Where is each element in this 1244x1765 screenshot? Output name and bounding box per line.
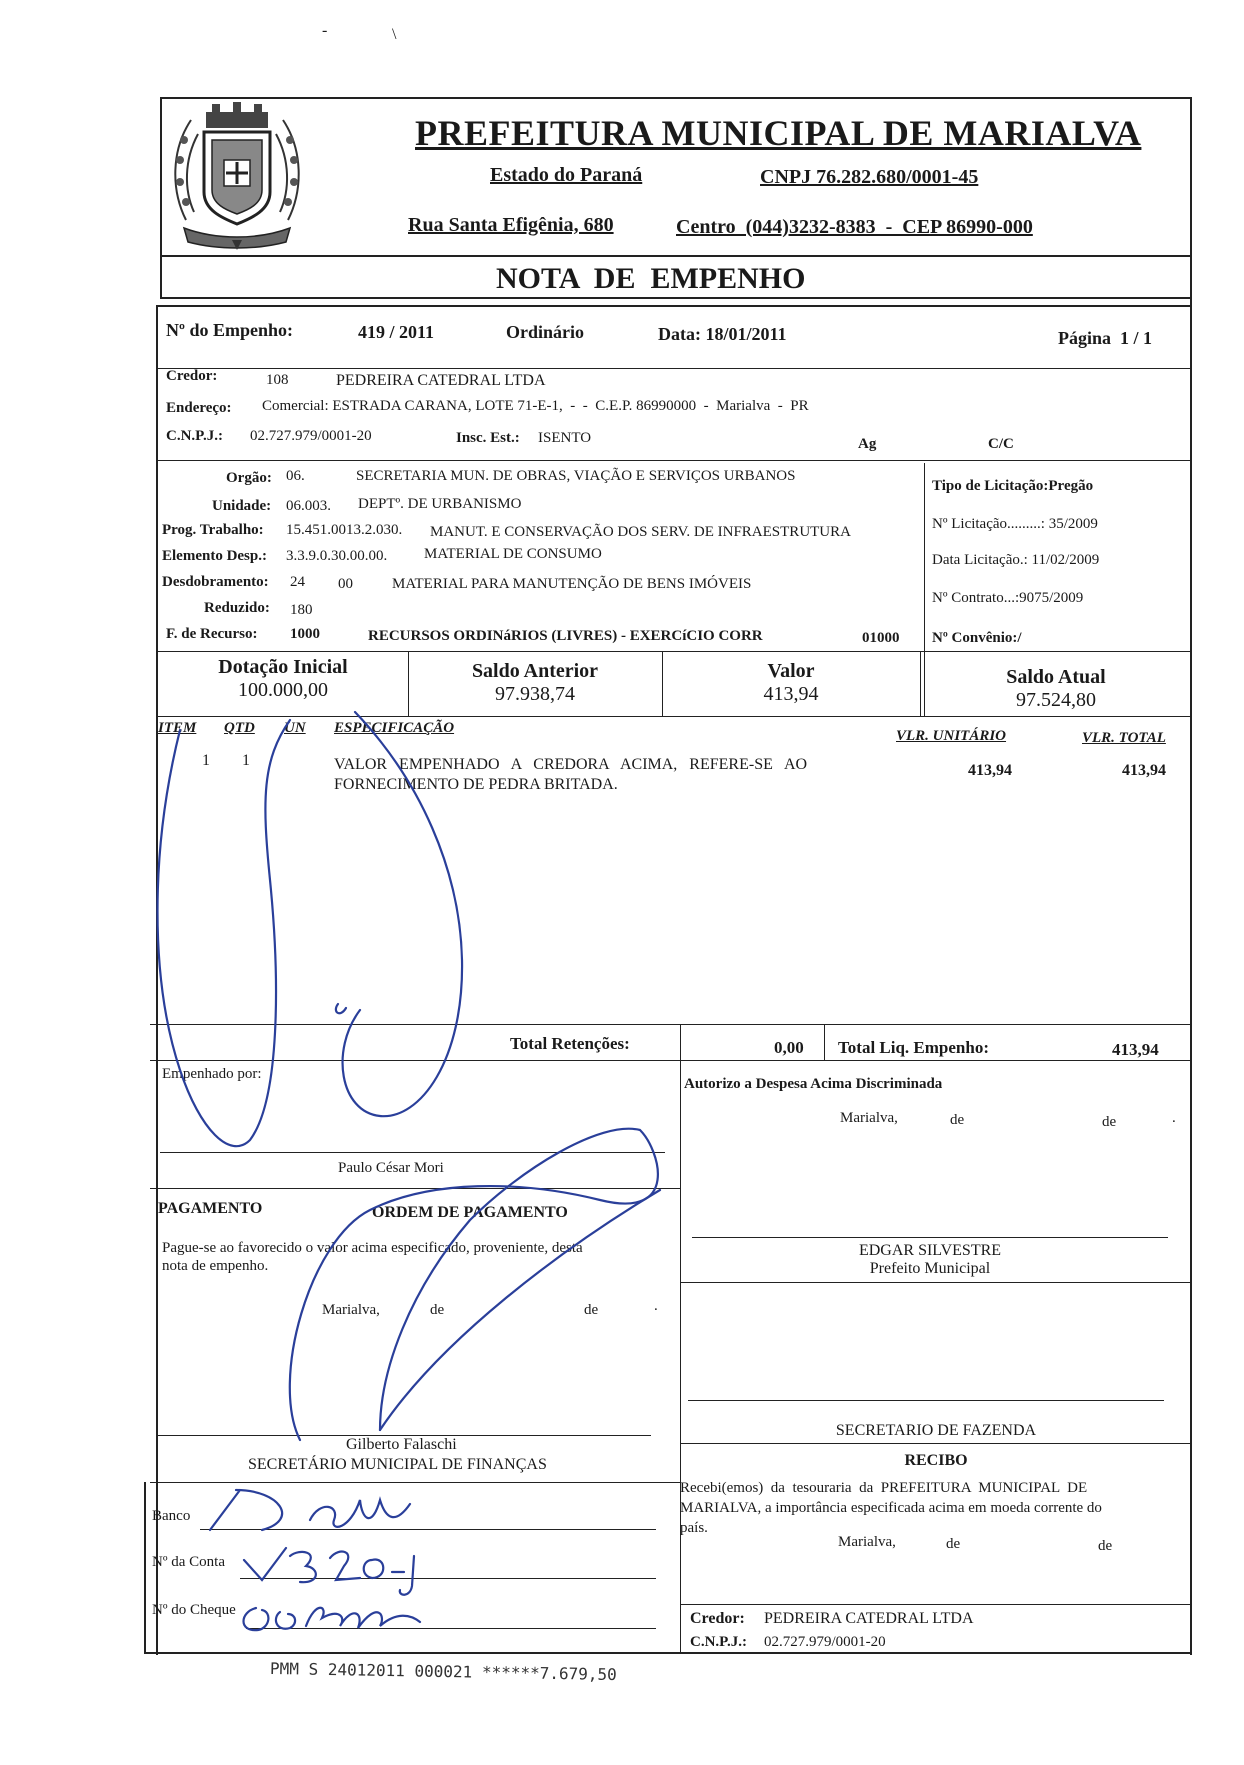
credor-address: Comercial: ESTRADA CARANA, LOTE 71-E-1, - - C.E.P. 86990000 - Marialva - PR [262, 398, 809, 414]
secretario-fazenda-role: SECRETARIO DE FAZENDA [835, 1422, 1037, 1439]
recibo-title: RECIBO [904, 1452, 968, 1469]
pagamento-text: nota de empenho. [162, 1258, 269, 1274]
total-liq: 413,94 [1112, 1040, 1159, 1059]
empenho-date: Data: 18/01/2011 [658, 324, 787, 344]
address-label: Endereço: [166, 400, 232, 416]
empenho-type: Ordinário [506, 322, 585, 342]
document-title: NOTA DE EMPENHO [496, 262, 806, 295]
header-title: PREFEITURA MUNICIPAL DE MARIALVA [415, 113, 1142, 153]
conta-label: Nº da Conta [152, 1554, 225, 1570]
pagamento-text: Pague-se ao favorecido o valor acima especificado, proveniente, desta [162, 1240, 583, 1256]
credor-cnpj: 02.727.979/0001-20 [250, 428, 372, 444]
saldo-anterior: Saldo Anterior 97.938,74 [471, 660, 599, 705]
header-district-phone: Centro (044)3232-8383 - CEP 86990-000 [676, 216, 1033, 238]
cheque-label: Nº do Cheque [152, 1602, 236, 1618]
recibo-city: Marialva, [838, 1534, 896, 1550]
credor-footer-label: Credor: [690, 1610, 745, 1627]
date-de: de [946, 1536, 961, 1552]
secretario-financas-role: SECRETÁRIO MUNICIPAL DE FINANÇAS [248, 1456, 547, 1473]
total-retencoes: 0,00 [774, 1038, 804, 1057]
agency-label: Ag [858, 436, 877, 452]
col-un: UN [284, 720, 306, 736]
col-item: ITEM [158, 720, 197, 736]
prefeito-name: EDGAR SILVESTRE [858, 1242, 1002, 1259]
dotacao-inicial: Dotação Inicial 100.000,00 [218, 656, 348, 701]
recibo-text: Recebi(emos) da tesouraria da PREFEITURA MUNICIPAL DE [680, 1480, 1088, 1496]
credor-label: Credor: [166, 368, 218, 384]
prefeito-role: Prefeito Municipal [869, 1260, 991, 1277]
valor: Valor 413,94 [763, 660, 819, 705]
pagamento-city: Marialva, [322, 1302, 380, 1318]
scan-mark: \ [392, 26, 397, 43]
header-state: Estado do Paraná [490, 164, 643, 186]
banco-label: Banco [152, 1508, 191, 1524]
autorizo-label: Autorizo a Despesa Acima Discriminada [684, 1076, 943, 1092]
empenho-number: 419 / 2011 [358, 322, 435, 342]
date-dot: . [654, 1298, 658, 1314]
header-street: Rua Santa Efigênia, 680 [408, 214, 614, 236]
recibo-text: país. [680, 1520, 708, 1536]
recibo-text: MARIALVA, a importância especificada acima em moeda corrente do [680, 1500, 1102, 1516]
saldo-atual: Saldo Atual 97.524,80 [1006, 666, 1106, 711]
pagamento-label: PAGAMENTO [158, 1200, 263, 1217]
total-liq-label: Total Liq. Empenho: [838, 1038, 989, 1057]
header-cnpj: CNPJ 76.282.680/0001-45 [760, 166, 979, 188]
col-total: VLR. TOTAL [1082, 730, 1166, 746]
credor-footer-cnpj-label: C.N.P.J.: [690, 1634, 747, 1650]
secretario-financas-name: Gilberto Falaschi [346, 1436, 457, 1453]
credor-name: PEDREIRA CATEDRAL LTDA [336, 372, 546, 389]
date-de: de [950, 1112, 965, 1128]
page-number: Página 1 / 1 [1058, 328, 1153, 348]
coat-of-arms-logo [166, 100, 308, 252]
cnpj-label: C.N.P.J.: [166, 428, 223, 444]
col-qtd: QTD [224, 720, 255, 736]
date-de: de [430, 1302, 445, 1318]
credor-code: 108 [266, 372, 289, 388]
empenho-number-label: Nº do Empenho: [166, 320, 293, 340]
credor-footer-name: PEDREIRA CATEDRAL LTDA [764, 1610, 974, 1627]
date-de: de [1098, 1538, 1113, 1554]
scan-mark: - [322, 22, 328, 39]
insc-label: Insc. Est.: [456, 430, 520, 446]
empenhado-label: Empenhado por: [162, 1066, 262, 1082]
payment-stamp: PMM S 24012011 000021 ******7.679,50 [269, 1658, 617, 1685]
col-especificacao: ESPECIFICAÇÃO [334, 720, 455, 736]
ordem-pagamento-label: ORDEM DE PAGAMENTO [372, 1204, 568, 1221]
autorizo-city: Marialva, [840, 1110, 898, 1126]
insc-value: ISENTO [538, 430, 592, 446]
date-dot: . [1172, 1110, 1176, 1126]
date-de: de [584, 1302, 599, 1318]
account-label: C/C [988, 436, 1014, 452]
total-retencoes-label: Total Retenções: [510, 1034, 630, 1053]
empenhado-name: Paulo César Mori [338, 1160, 444, 1176]
date-de: de [1102, 1114, 1117, 1130]
credor-footer-cnpj: 02.727.979/0001-20 [764, 1634, 886, 1650]
col-unit-price: VLR. UNITÁRIO [896, 728, 1007, 744]
